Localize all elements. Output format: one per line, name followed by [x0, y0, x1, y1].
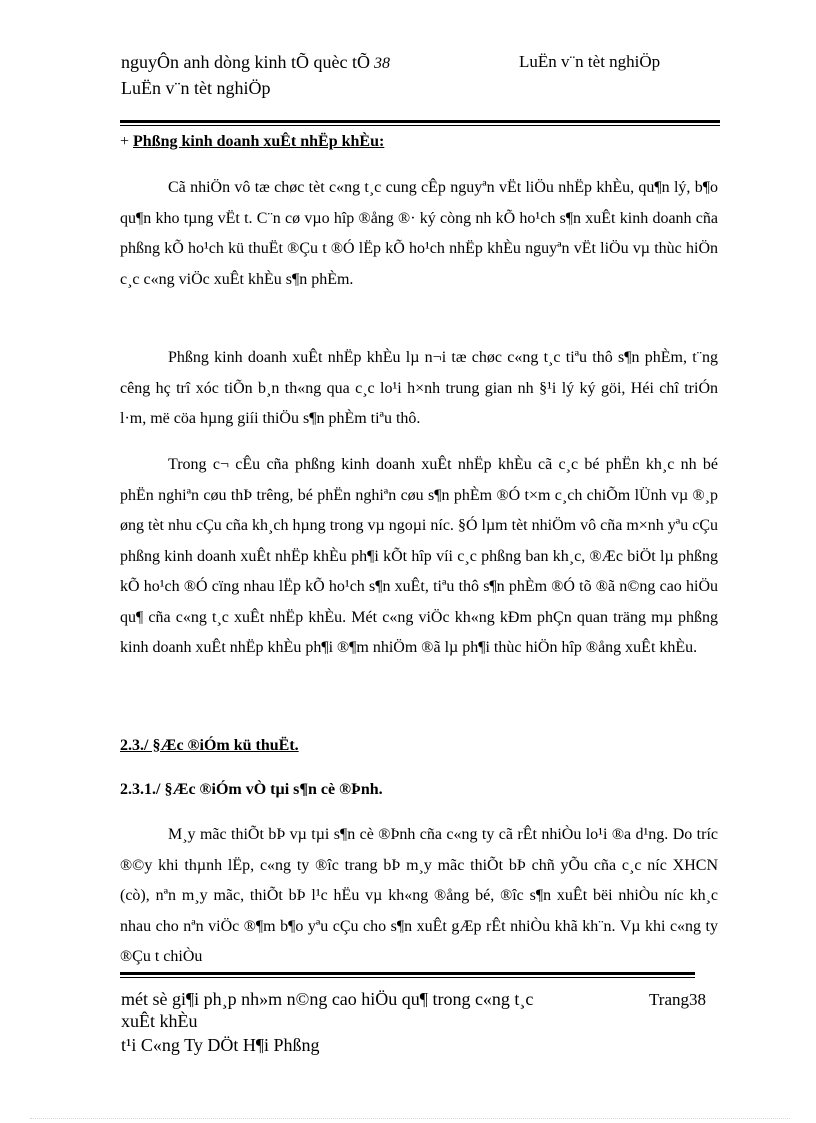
header-rule-thick [120, 120, 720, 123]
header-page-ref: 38 [373, 55, 390, 72]
footer-line-3: t¹i C«ng Ty DÖt H¶i Phßng [121, 1035, 320, 1055]
running-header [121, 50, 501, 100]
footer-line-2: xuÊt khÈu [121, 1011, 198, 1031]
section-heading-prefix: + [120, 133, 134, 150]
header-rule-thin [120, 125, 720, 126]
paragraph-2: Phßng kinh doanh xuÊt nhËp khÈu lµ n¬i tæ chøc c«ng t¸c tiªu thô s¶n phÈm, t¨ng cêng hç trî xóc tiÕn b¸n th«ng qua c¸c lo¹i h×nh trung gian nh §¹i lý ký göi, Héi chî triÓn l·m, më cöa hµng giíi thiÖu s¶n phÈm tiªu thô. [120, 349, 718, 427]
paragraph-1: Cã nhiÖn vô tæ chøc tèt c«ng t¸c cung cÊp nguyªn vËt liÖu nhËp khÈu, qu¶n lý, b¶o qu¶n kho tµng vËt t. C¨n cø vµo hîp ®ång ®· ký còng nh kÕ ho¹ch s¶n xuÊt kinh doanh cña phßng kÕ ho¹ch kü thuËt ®Çu t ®Ó lËp kÕ ho¹ch nhËp khÈu nguyªn vËt liÖu vµ thùc hiÖn c¸c c«ng viÖc xuÊt khÈu s¶n phÈm. [120, 179, 718, 288]
paragraph-4: M¸y mãc thiÕt bÞ vµ tµi s¶n cè ®Þnh cña c«ng ty cã rÊt nhiÒu lo¹i ®a d¹ng. Do tríc ®©y khi thµnh lËp, c«ng ty ®îc trang bÞ m¸y mãc thiÕt bÞ chñ yÕu cña c¸c níc XHCN (cò), nªn m¸y mãc, thiÕt bÞ l¹c hËu vµ kh«ng ®ång bé, ®îc s¶n xuÊt bëi nhiÒu níc kh¸c nhau cho nªn viÖc ®¶m b¶o yªu cÇu cho s¶n xuÊt gÆp rÊt nhiÒu khã kh¨n. Vµ khi c«ng ty ®Çu t chiÒu [120, 826, 718, 965]
running-footer [121, 988, 641, 1056]
subheading-technical-features: 2.3./ §Æc ®iÓm kü thuËt. [120, 737, 299, 754]
footer-page-number: Trang38 [649, 990, 706, 1009]
section-heading-title: Phßng kinh doanh xuÊt nhËp khÈu: [133, 133, 385, 150]
page-edge-dotted-line [30, 1118, 790, 1119]
header-author-line: nguyÔn anh dòng kinh tÕ quèc tÕ [121, 52, 370, 72]
header-thesis-label: LuËn v¨n tèt nghiÖp [121, 78, 271, 98]
paragraph-3: Trong c¬ cÊu cña phßng kinh doanh xuÊt nhËp khÈu cã c¸c bé phËn kh¸c nh bé phËn nghiªn cøu thÞ trêng, bé phËn nghiªn cøu s¶n phÈm ®Ó t×m c¸ch chiÕm lÜnh vµ ®¸p øng tèt nhu cÇu cña kh¸ch hµng trong vµ ngoµi níc. §Ó lµm tèt nhiÖm vô cña m×nh yªu cÇu phßng kinh doanh xuÊt nhËp khÈu ph¶i kÕt hîp víi c¸c phßng ban kh¸c, ®Æc biÖt lµ phßng kÕ ho¹ch ®Ó cïng nhau lËp kÕ ho¹ch s¶n xuÊt, tiªu thô s¶n phÈm ®Ó tõ ®ã n©ng cao hiÖu qu¶ cña c«ng t¸c xuÊt nhËp khÈu. Mét c«ng viÖc kh«ng kÐm phÇn quan träng mµ phßng kinh doanh xuÊt nhËp khÈu ph¶i ®¶m nhiÖm ®ã lµ ph¶i thùc hiÖn hîp ®ång xuÊt khÈu. [120, 456, 718, 656]
subheading-fixed-assets: 2.3.1./ §Æc ®iÓm vÒ tµi s¶n cè ®Þnh. [120, 781, 383, 798]
section-heading [120, 131, 384, 153]
header-title-right: LuËn v¨n tèt nghiÖp [519, 52, 661, 71]
footer-line-1: mét sè gi¶i ph¸p nh»m n©ng cao hiÖu qu¶ trong c«ng t¸c [121, 989, 534, 1009]
footer-rule-thin [120, 977, 695, 978]
footer-rule-thick [120, 972, 695, 975]
